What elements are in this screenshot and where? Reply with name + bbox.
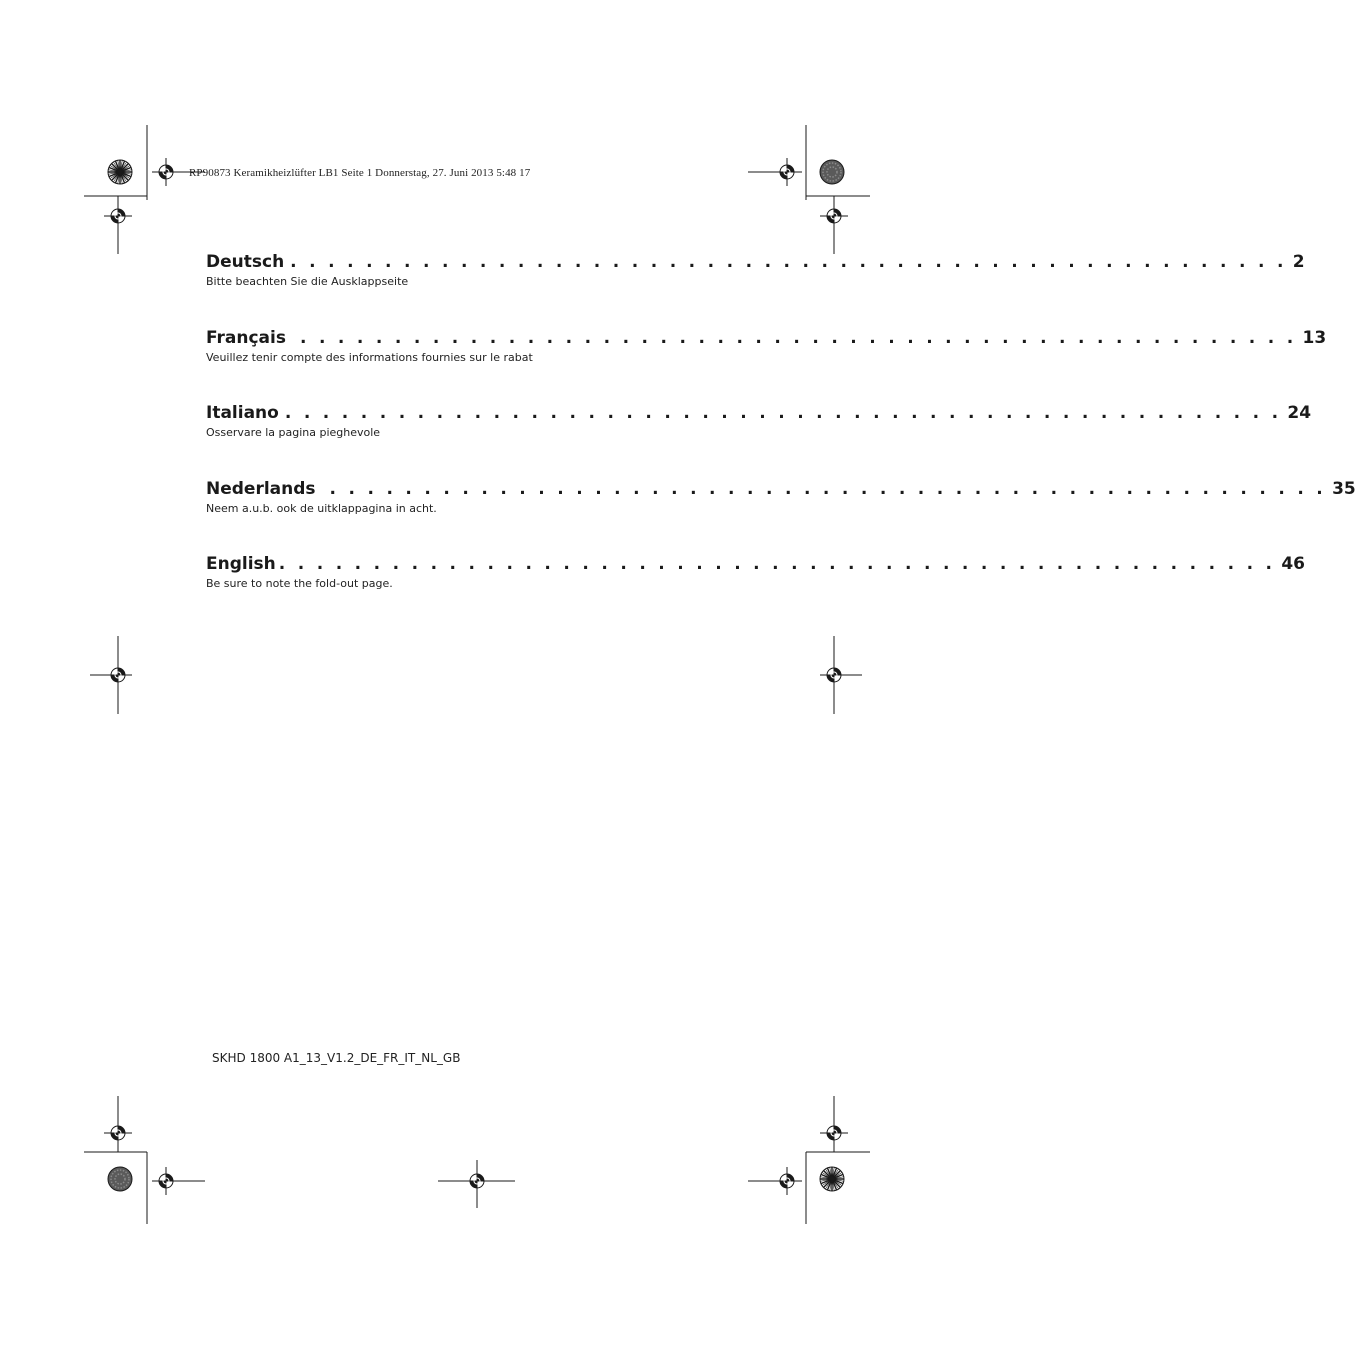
toc-leader-dots: . . . . . . . . . . . . . . . . . . . . . . . . . . . . . . . . . . . . . . . . . . . . . . . . . . . . . bbox=[329, 478, 1327, 499]
toc-page-number: 2 bbox=[1292, 252, 1305, 272]
toc-title: English bbox=[206, 554, 276, 574]
toc-entry-english[interactable] bbox=[206, 552, 1305, 628]
print-slug-line: RP90873 Keramikheizlüfter LB1 Seite 1 Donnerstag, 27. Juni 2013 5:48 17 bbox=[189, 167, 531, 179]
toc-subtitle: Veuillez tenir compte des informations fournies sur le rabat bbox=[206, 350, 533, 364]
toc-title: Français bbox=[206, 327, 286, 348]
toc-leader-dots: . . . . . . . . . . . . . . . . . . . . . . . . . . . . . . . . . . . . . . . . . . . . . . . . . . . . . bbox=[278, 554, 1276, 574]
toc-entry-deutsch[interactable] bbox=[206, 250, 1305, 326]
toc-subtitle: Osservare la pagina pieghevole bbox=[206, 426, 381, 439]
toc-entry-italiano[interactable] bbox=[206, 401, 1312, 477]
toc-leader-dots: . . . . . . . . . . . . . . . . . . . . . . . . . . . . . . . . . . . . . . . . . . . . . . . . . . . . . bbox=[290, 252, 1287, 272]
toc-subtitle: Be sure to note the fold-out page. bbox=[206, 577, 393, 590]
toc-entry-nederlands[interactable] bbox=[206, 477, 1356, 553]
toc-subtitle: Neem a.u.b. ook de uitklappagina in acht. bbox=[206, 501, 437, 515]
toc-leader-dots: . . . . . . . . . . . . . . . . . . . . . . . . . . . . . . . . . . . . . . . . . . . . . . . . . . . . . bbox=[284, 403, 1282, 423]
toc-entry-francais[interactable] bbox=[206, 326, 1327, 402]
table-of-contents bbox=[206, 250, 1356, 628]
toc-title: Nederlands bbox=[206, 478, 316, 499]
document-id: SKHD 1800 A1_13_V1.2_DE_FR_IT_NL_GB bbox=[212, 1051, 461, 1065]
toc-subtitle: Bitte beachten Sie die Ausklappseite bbox=[206, 275, 409, 288]
toc-leader-dots: . . . . . . . . . . . . . . . . . . . . . . . . . . . . . . . . . . . . . . . . . . . . . . . . . . . . . bbox=[299, 327, 1297, 348]
toc-title: Deutsch bbox=[206, 252, 285, 272]
toc-title: Italiano bbox=[206, 403, 279, 423]
toc-page-number: 46 bbox=[1281, 554, 1305, 574]
toc-page-number: 24 bbox=[1287, 403, 1312, 423]
toc-page-number: 13 bbox=[1302, 327, 1327, 348]
toc-page-number: 35 bbox=[1332, 478, 1356, 499]
